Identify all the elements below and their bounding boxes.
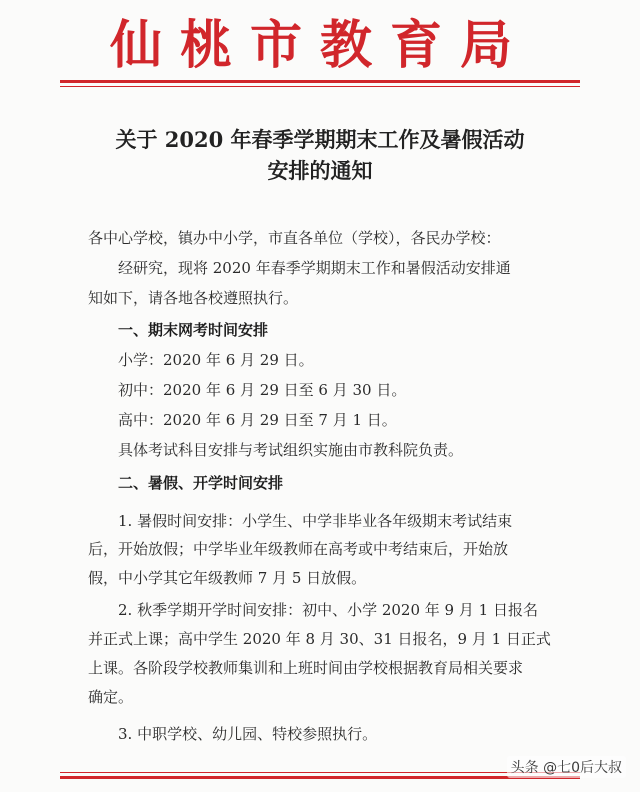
letterhead-rule-thin xyxy=(60,86,580,87)
item-2-line-1: 2. 秋季学期开学时间安排：初中、小学 2020 年 9 月 1 日报名 xyxy=(118,601,538,619)
item-1-line-2: 后，开始放假；中学毕业年级教师在高考或中考结束后，开始放 xyxy=(88,540,509,558)
letterhead-rule-thick xyxy=(60,80,580,83)
item-3: 3. 中职学校、幼儿园、特校参照执行。 xyxy=(118,725,378,743)
footer-rule-thin xyxy=(60,772,580,773)
item-1-line-1: 1. 暑假时间安排：小学生、中学非毕业各年级期末考试结束 xyxy=(118,512,513,530)
source-watermark: 头条 @七0后大叔 xyxy=(507,756,626,778)
item-2-line-2: 并正式上课；高中学生 2020 年 8 月 30、31 日报名，9 月 1 日正式 xyxy=(88,630,551,648)
notice-title-line2: 安排的通知 xyxy=(267,158,373,183)
item-2-line-4: 确定。 xyxy=(88,688,134,706)
item-2-line-3: 上课。各阶段学校教师集训和上班时间由学校根据教育局相关要求 xyxy=(88,659,524,677)
section-2-heading: 二、暑假、开学时间安排 xyxy=(118,474,284,492)
agency-letterhead: 仙桃市教育局 xyxy=(109,15,530,76)
section-1-heading: 一、期末网考时间安排 xyxy=(118,321,269,339)
footer-rule-thick xyxy=(60,776,580,779)
notice-title-line1: 关于 2020 年春季学期期末工作及暑假活动 xyxy=(115,127,525,152)
item-1-line-3: 假，中小学其它年级教师 7 月 5 日放假。 xyxy=(88,569,367,587)
primary-exam-date: 小学：2020 年 6 月 29 日。 xyxy=(118,351,314,369)
junior-exam-date: 初中：2020 年 6 月 29 日至 6 月 30 日。 xyxy=(118,381,407,399)
senior-exam-date: 高中：2020 年 6 月 29 日至 7 月 1 日。 xyxy=(118,411,397,429)
greeting: 各中心学校，镇办中小学，市直各单位（学校），各民办学校： xyxy=(88,229,501,247)
intro-line-1: 经研究，现将 2020 年春季学期期末工作和暑假活动安排通 xyxy=(118,259,511,277)
intro-line-2: 知如下，请各地各校遵照执行。 xyxy=(88,289,299,307)
exam-note: 具体考试科目安排与考试组织实施由市教科院负责。 xyxy=(118,441,464,459)
